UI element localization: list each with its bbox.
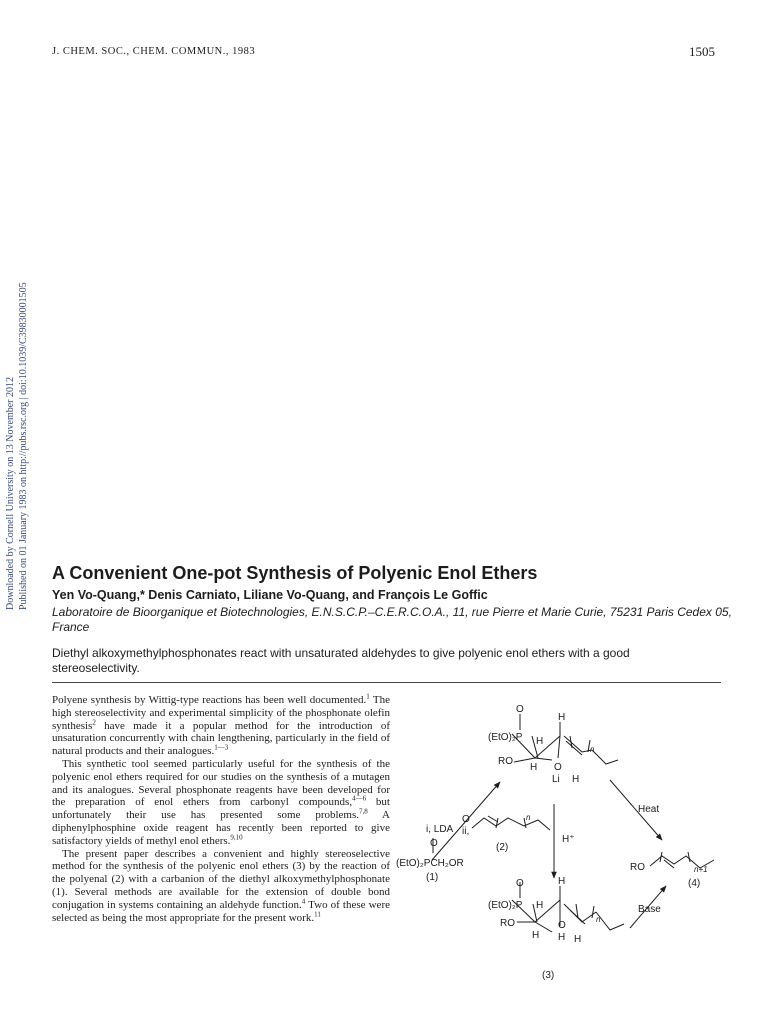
bond — [558, 736, 560, 758]
atom-h: H — [536, 736, 544, 747]
compound-label-3: (3) — [542, 970, 555, 981]
citation[interactable]: 1 — [366, 692, 370, 701]
atom-h: H — [574, 934, 582, 945]
repeat-index: n+1 — [694, 865, 708, 874]
journal-header: J. CHEM. SOC., CHEM. COMMUN., 1983 — [52, 46, 256, 57]
step-label: ii, — [462, 826, 470, 837]
citation[interactable]: 2 — [92, 717, 96, 726]
repeat-index: n — [590, 745, 595, 754]
body-text — [52, 694, 390, 924]
citation[interactable]: 1—3 — [214, 743, 229, 752]
atom-li: Li — [552, 774, 560, 785]
reagent-formula: (EtO)₂PCH₂OR — [396, 858, 464, 869]
atom-group: RO — [498, 756, 513, 767]
atom-h: H — [558, 876, 566, 887]
atom-group: (EtO)₂P — [488, 900, 523, 911]
page-number: 1505 — [689, 44, 715, 59]
citation[interactable]: 4 — [301, 897, 306, 906]
paragraph-3: The present paper describes a convenient and highly stereoselective method for the synthesis of the polyenic enol ethers (3) by the reaction of the polyenal (2) with a carbanion of the diethyl alkoxymethylphosphonate (1). Several methods are available for the extension of double bond conjugation in systems containing an aldehyde function.$^4$ Two of these were selected as being the most appropriate for the present work.$^{11}$ — [52, 847, 390, 924]
atom-o: O — [516, 878, 524, 889]
citation[interactable]: 9,10 — [230, 833, 243, 842]
citation[interactable]: 4—6 — [352, 794, 367, 803]
polyenal-chain — [472, 818, 550, 830]
compound-label-2: (2) — [496, 842, 509, 853]
bond — [535, 758, 552, 760]
affiliation: Laboratoire de Bioorganique et Biotechnologies, E.N.S.C.P.–C.E.R.C.O.A., 11, rue Pierre et Marie Curie, 75231 Paris Cedex 05, France — [52, 605, 732, 634]
compound-label-1: (1) — [426, 872, 439, 883]
paragraph-1: Polyene synthesis by Wittig-type reactions has been well documented.$^1$ The high stereoselectivity and experimental simplicity of the phosphonate olefin synthesis$^2$ have made it a popular method for the introduction of unsaturation concurrently with chain lengthening, particularly in the field of natural products and their analogues.$^{1—3}$ — [52, 692, 390, 758]
double-bond — [566, 741, 582, 755]
reagent-acid: H⁺ — [562, 834, 575, 845]
atom-h: H — [558, 712, 566, 723]
atom-h: H — [532, 930, 540, 941]
atom-o: O — [430, 838, 438, 849]
abstract-divider — [52, 682, 721, 683]
reaction-scheme — [392, 700, 722, 990]
citation[interactable]: 11 — [314, 909, 321, 918]
atom-h: H — [558, 932, 566, 943]
abstract: Diethyl alkoxymethylphosphonates react with unsaturated aldehydes to give polyenic enol ethers with a good stereoselectivity. — [52, 646, 630, 675]
atom-o: O — [558, 920, 566, 931]
atom-h: H — [572, 774, 580, 785]
download-sidebar — [1, 250, 31, 610]
repeat-index: n — [596, 915, 601, 924]
step-label: i, LDA — [426, 824, 454, 835]
reagent-base: Base — [638, 904, 661, 915]
atom-h: H — [530, 762, 538, 773]
citation[interactable]: 7,8 — [359, 807, 368, 816]
article-title: A Convenient One-pot Synthesis of Polyenic Enol Ethers — [52, 563, 538, 583]
atom-o: O — [516, 704, 524, 715]
download-notice: Downloaded by Cornell University on 13 November 2012 — [5, 376, 16, 610]
author-list: Yen Vo-Quang,* Denis Carniato, Liliane Vo-Quang, and François Le Goffic — [52, 588, 488, 602]
atom-o: O — [554, 762, 562, 773]
atom-o: O — [462, 814, 470, 825]
chain — [564, 736, 592, 752]
reagent-heat: Heat — [638, 804, 660, 815]
repeat-index: n — [526, 813, 531, 822]
atom-group: RO — [630, 862, 645, 873]
atom-group: (EtO)₂P — [488, 732, 523, 743]
atom-h: H — [536, 900, 544, 911]
publication-notice[interactable]: Published on 01 January 1983 on http://pubs.rsc.org | doi:10.1039/C39830001505 — [18, 282, 29, 610]
compound-label-4: (4) — [688, 878, 701, 889]
chain — [592, 750, 618, 764]
atom-group: RO — [500, 918, 515, 929]
paragraph-2: This synthetic tool seemed particularly useful for the synthesis of the polyenic enol ethers required for our studies on the synthesis of a mutagen and its analogues. Several phosphonate reagents have been developed for the preparation of enol ethers from carbonyl compounds,$^{4—6}$ but unfortunately their use has presented some problems.$^{7,8}$ A diphenylphosphine oxide reagent has recently been reported to give satisfactory yields of methyl enol ethers.$^{9,10}$ — [52, 757, 390, 847]
